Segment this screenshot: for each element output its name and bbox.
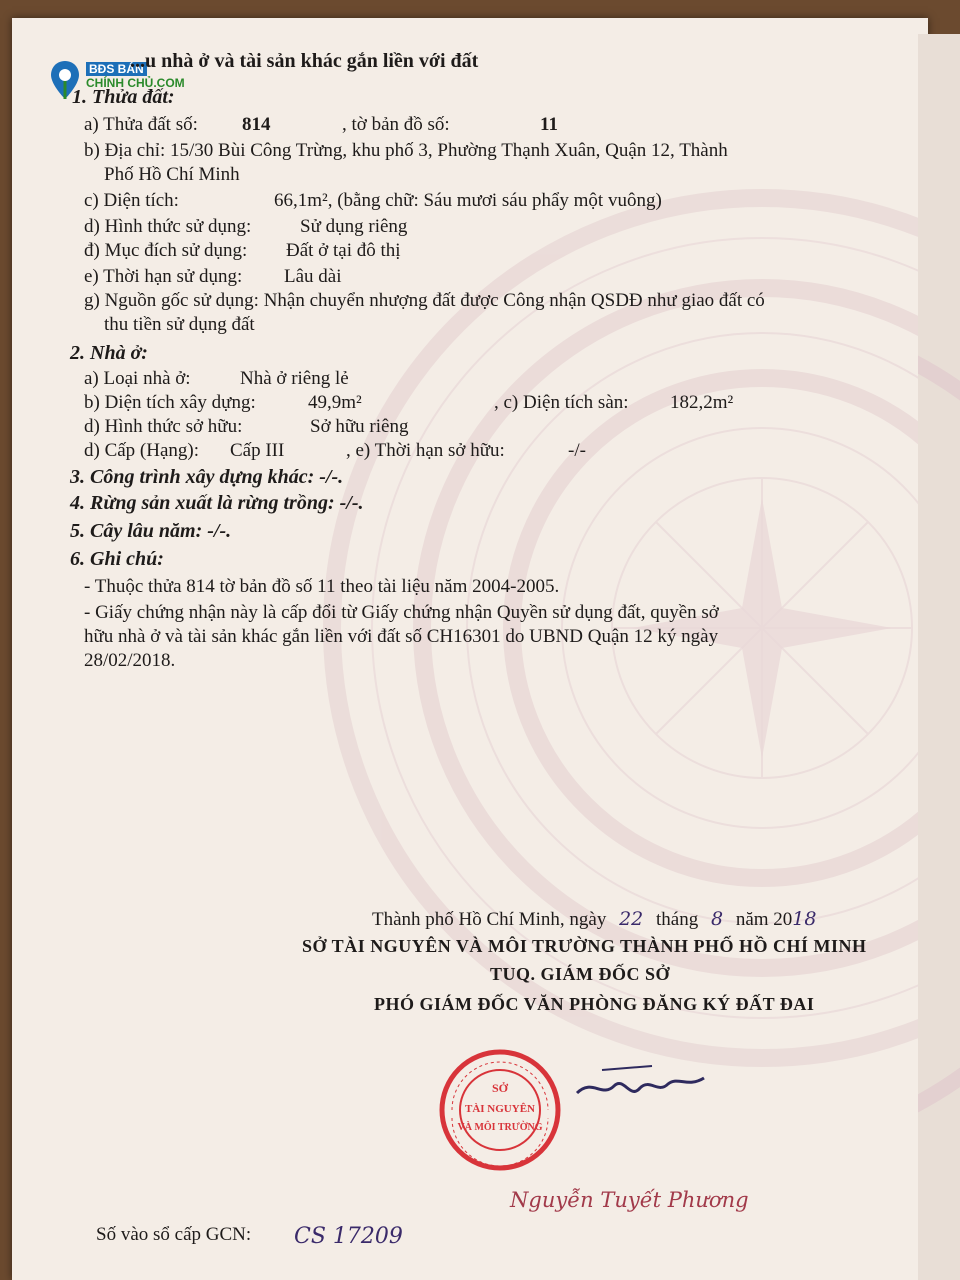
house-type-label: a) Loại nhà ở: [84,368,191,389]
origin-line-2: thu tiền sử dụng đất [104,314,255,335]
date-month: 8 [710,908,724,930]
area-label: c) Diện tích: [84,190,179,211]
usage-form-value: Sử dụng riêng [300,216,408,237]
logo-line-2: CHÍNH CHỦ.COM [86,76,185,90]
grade-value: Cấp III [230,440,285,461]
section-6-title: 6. Ghi chú: [70,548,164,570]
signer-name: Nguyễn Tuyết Phương [510,1188,749,1212]
place-date [372,908,816,931]
usage-term-label: e) Thời hạn sử dụng: [84,266,243,287]
note-1: - Thuộc thửa 814 tờ bản đồ số 11 theo tài liệu năm 2004-2005. [84,576,560,597]
usage-form-label: d) Hình thức sử dụng: [84,216,252,237]
logo-line-1: BĐS BÁN [86,62,147,76]
section-1-title: 1. Thửa đất: [72,86,175,108]
grade-label: d) Cấp (Hạng): [84,440,200,461]
place-date-prefix: Thành phố Hồ Chí Minh, ngày [372,909,607,930]
origin-line-1: g) Nguồn gốc sử dụng: Nhận chuyển nhượng đất được Công nhận QSDĐ như giao đất có [84,290,765,311]
note-2-line-1: - Giấy chứng nhận này là cấp đổi từ Giấy chứng nhận Quyền sử dụng đất, quyền sở [84,602,719,623]
house-type-value: Nhà ở riêng lẻ [240,368,349,389]
ownership-term-value: -/- [568,440,586,461]
authorization-title: TUQ. GIÁM ĐỐC SỞ [490,964,671,984]
registry-number: CS 17209 [294,1224,403,1249]
year-label: năm 20 [735,909,793,930]
area-value: 66,1m², (bằng chữ: Sáu mươi sáu phẩy một vuông) [274,190,662,211]
note-2-line-2: hữu nhà ở và tài sản khác gắn liền với đất số CH16301 do UBND Quận 12 ký ngày [84,626,719,647]
seal-center-3: VÀ MÔI TRƯỜNG [457,1122,543,1133]
section-4: 4. Rừng sản xuất là rừng trồng: -/-. [70,492,364,514]
parcel-number-label: a) Thửa đất số: [84,114,198,135]
usage-purpose-label: đ) Mục đích sử dụng: [84,240,248,261]
date-year: 18 [792,908,817,930]
registry-label: Số vào sổ cấp GCN: [96,1224,252,1245]
address-line-2: Phố Hồ Chí Minh [104,164,240,185]
ownership-form-label: d) Hình thức sở hữu: [84,416,243,437]
ownership-term-label: , e) Thời hạn sở hữu: [346,440,505,461]
section-5: 5. Cây lâu năm: -/-. [70,520,232,542]
usage-term-value: Lâu dài [284,266,342,287]
date-day: 22 [619,908,644,930]
building-area-value: 49,9m² [308,392,362,413]
parcel-number-value: 814 [242,114,271,135]
certificate-page [12,18,928,1280]
seal-center-1: SỞ [491,1081,509,1095]
page-title: ...u nhà ở và tài sản khác gắn liền với đất [130,50,479,72]
address-line-1: b) Địa chỉ: 15/30 Bùi Công Trừng, khu phố 3, Phường Thạnh Xuân, Quận 12, Thành [84,140,728,161]
handwritten-signature-icon [572,1058,712,1118]
note-2-line-3: 28/02/2018. [84,650,176,671]
adjacent-page-edge [918,34,960,1280]
seal-center-2: TÀI NGUYÊN [465,1103,535,1115]
floor-area-label: , c) Diện tích sàn: [494,392,629,413]
signer-role: PHÓ GIÁM ĐỐC VĂN PHÒNG ĐĂNG KÝ ĐẤT ĐAI [374,994,815,1014]
month-label: tháng [656,909,699,930]
usage-purpose-value: Đất ở tại đô thị [286,240,401,261]
map-sheet-label: , tờ bản đồ số: [342,114,450,135]
map-sheet-value: 11 [540,114,558,135]
building-area-label: b) Diện tích xây dựng: [84,392,256,413]
section-2-title: 2. Nhà ở: [70,342,148,364]
ownership-form-value: Sở hữu riêng [310,416,409,437]
section-3: 3. Công trình xây dựng khác: -/-. [70,466,344,488]
drum-watermark-edge-icon [918,34,960,1280]
issuing-organization: SỞ TÀI NGUYÊN VÀ MÔI TRƯỜNG THÀNH PHỐ HỒ CHÍ MINH [302,936,867,956]
floor-area-value: 182,2m² [670,392,734,413]
